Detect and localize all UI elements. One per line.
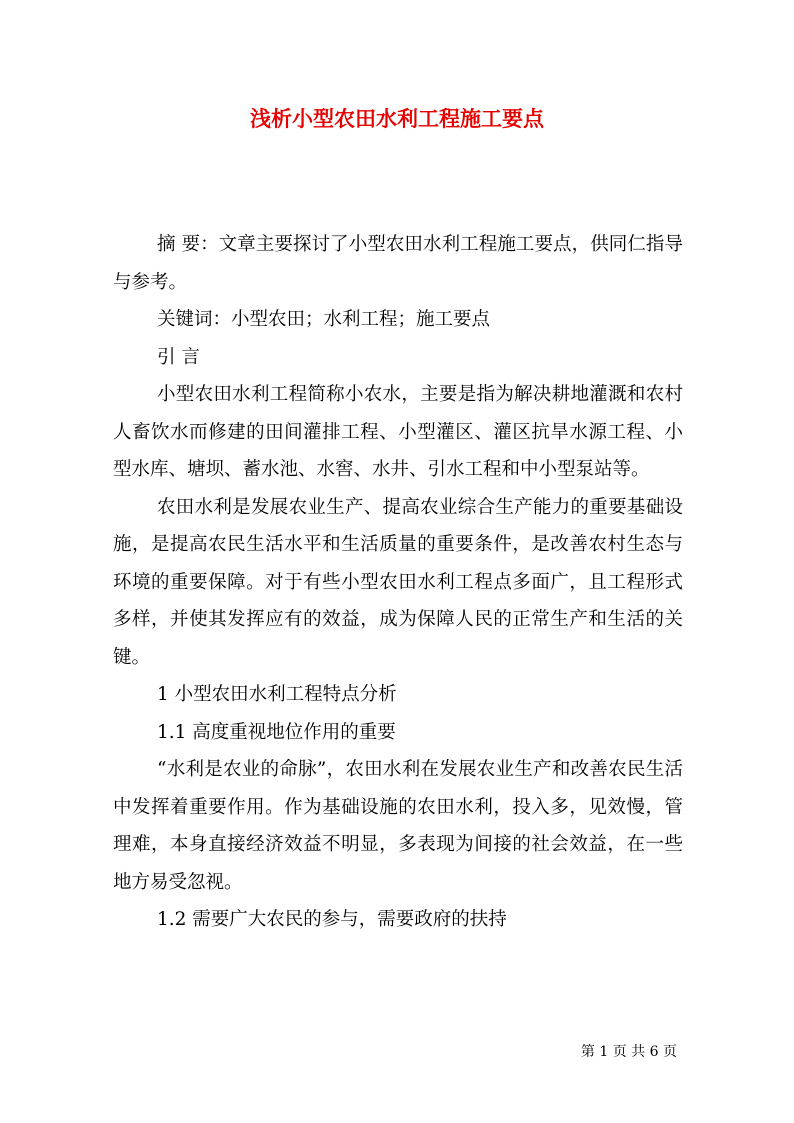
section-heading-1: 1 小型农田水利工程特点分析 [157, 684, 397, 705]
abstract-paragraph: 摘 要：文章主要探讨了小型农田水利工程施工要点，供同仁指导与参考。 [113, 234, 683, 293]
introduction-heading: 引 言 [157, 346, 200, 368]
keywords-paragraph: 关键词：小型农田；水利工程；施工要点 [157, 309, 491, 330]
subsection-heading-1-1: 1.1 高度重视地位作用的重要 [157, 721, 396, 743]
page-footer: 第 1 页 共 6 页 [580, 1044, 677, 1060]
subsection-heading-1-2: 1.2 需要广大农民的参与，需要政府的扶持 [157, 909, 507, 930]
body-text [113, 226, 683, 939]
section-1-1-paragraph: “水利是农业的命脉”，农田水利在发展农业生产和改善农民生活中发挥着重要作用。作为基础设施的农田水利，投入多，见效慢，管理难，本身直接经济效益不明显，多表现为间接的社会效益，在一些地方易受忽视。 [113, 759, 683, 893]
intro-paragraph-1: 小型农田水利工程简称小农水，主要是指为解决耕地灌溉和农村人畜饮水而修建的田间灌排工程、小型灌区、灌区抗旱水源工程、小型水库、塘坝、蓄水池、水窖、水井、引水工程和中小型泵站等。 [113, 384, 683, 480]
document-title: 浅析小型农田水利工程施工要点 [250, 106, 544, 131]
intro-paragraph-2: 农田水利是发展农业生产、提高农业综合生产能力的重要基础设施，是提高农民生活水平和生活质量的重要条件，是改善农村生态与环境的重要保障。对于有些小型农田水利工程点多面广，且工程形式多样，并使其发挥应有的效益，成为保障人民的正常生产和生活的关键。 [113, 496, 683, 668]
